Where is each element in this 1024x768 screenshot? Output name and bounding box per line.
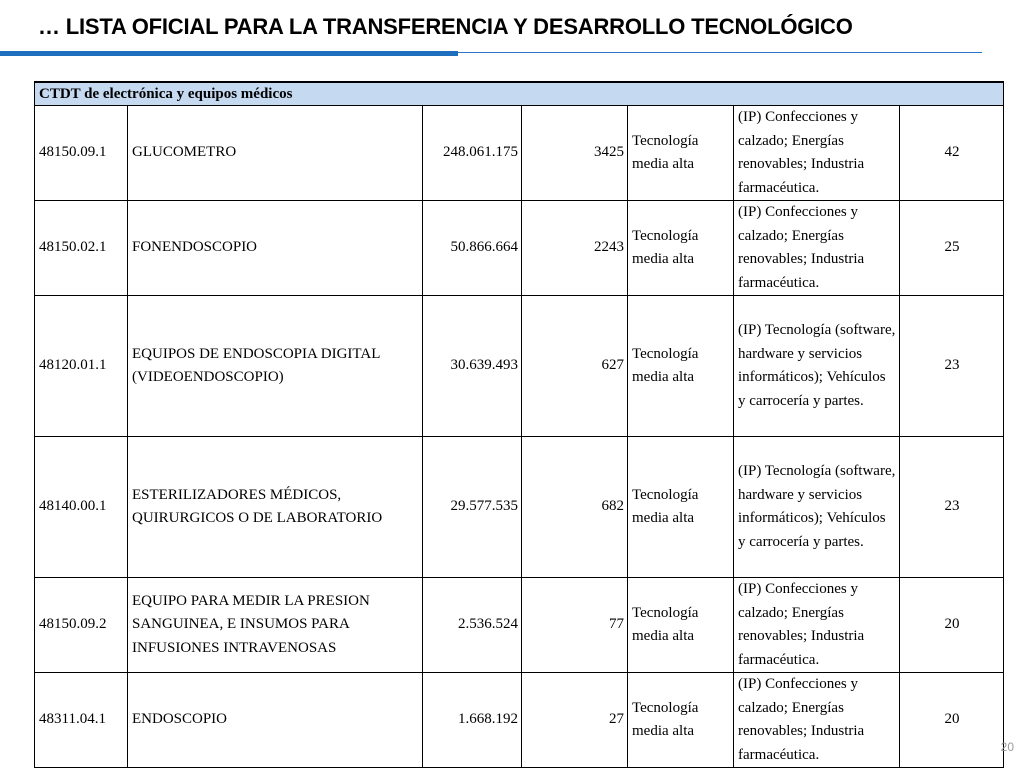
table-row [35, 673, 1004, 768]
product-rank: 20 [900, 578, 1004, 673]
related-sectors: (IP) Tecnología (software, hardware y servicios informáticos); Vehículos y carrocería y partes. [734, 437, 900, 578]
product-rank: 23 [900, 296, 1004, 437]
product-code: 48150.02.1 [35, 201, 128, 296]
product-code: 48150.09.1 [35, 106, 128, 201]
section-header-row [35, 82, 1004, 106]
product-value: 29.577.535 [423, 437, 522, 578]
slide-title: … LISTA OFICIAL PARA LA TRANSFERENCIA Y DESARROLLO TECNOLÓGICO [38, 14, 853, 39]
product-description: EQUIPO PARA MEDIR LA PRESION SANGUINEA, E INSUMOS PARA INFUSIONES INTRAVENOSAS [128, 578, 423, 673]
product-rank: 42 [900, 106, 1004, 201]
technology-level: Tecnología media alta [628, 201, 734, 296]
table-row [35, 578, 1004, 673]
technology-level: Tecnología media alta [628, 106, 734, 201]
technology-level: Tecnología media alta [628, 578, 734, 673]
related-sectors: (IP) Tecnología (software, hardware y servicios informáticos); Vehículos y carrocería y partes. [734, 296, 900, 437]
product-code: 48140.00.1 [35, 437, 128, 578]
product-value: 2.536.524 [423, 578, 522, 673]
related-sectors: (IP) Confecciones y calzado; Energías renovables; Industria farmacéutica. [734, 578, 900, 673]
table-row [35, 201, 1004, 296]
related-sectors: (IP) Confecciones y calzado; Energías renovables; Industria farmacéutica. [734, 201, 900, 296]
related-sectors: (IP) Confecciones y calzado; Energías renovables; Industria farmacéutica. [734, 673, 900, 768]
title-underline-accent [0, 51, 458, 56]
table-row [35, 437, 1004, 578]
technology-level: Tecnología media alta [628, 437, 734, 578]
product-rank: 20 [900, 673, 1004, 768]
product-count: 77 [522, 578, 628, 673]
product-code: 48120.01.1 [35, 296, 128, 437]
table-row [35, 296, 1004, 437]
product-description: ESTERILIZADORES MÉDICOS, QUIRURGICOS O DE LABORATORIO [128, 437, 423, 578]
product-value: 50.866.664 [423, 201, 522, 296]
section-title: CTDT de electrónica y equipos médicos [35, 82, 1004, 106]
title-underline-rule [458, 52, 982, 53]
product-value: 30.639.493 [423, 296, 522, 437]
product-rank: 25 [900, 201, 1004, 296]
product-table [34, 81, 1004, 768]
product-description: ENDOSCOPIO [128, 673, 423, 768]
product-code: 48311.04.1 [35, 673, 128, 768]
related-sectors: (IP) Confecciones y calzado; Energías renovables; Industria farmacéutica. [734, 106, 900, 201]
product-description: GLUCOMETRO [128, 106, 423, 201]
technology-level: Tecnología media alta [628, 296, 734, 437]
product-description: EQUIPOS DE ENDOSCOPIA DIGITAL (VIDEOENDOSCOPIO) [128, 296, 423, 437]
page-number: 20 [1000, 740, 1014, 754]
product-count: 3425 [522, 106, 628, 201]
product-value: 1.668.192 [423, 673, 522, 768]
product-count: 627 [522, 296, 628, 437]
product-count: 682 [522, 437, 628, 578]
product-rank: 23 [900, 437, 1004, 578]
product-code: 48150.09.2 [35, 578, 128, 673]
technology-level: Tecnología media alta [628, 673, 734, 768]
product-description: FONENDOSCOPIO [128, 201, 423, 296]
product-count: 2243 [522, 201, 628, 296]
table-row [35, 106, 1004, 201]
product-value: 248.061.175 [423, 106, 522, 201]
product-count: 27 [522, 673, 628, 768]
